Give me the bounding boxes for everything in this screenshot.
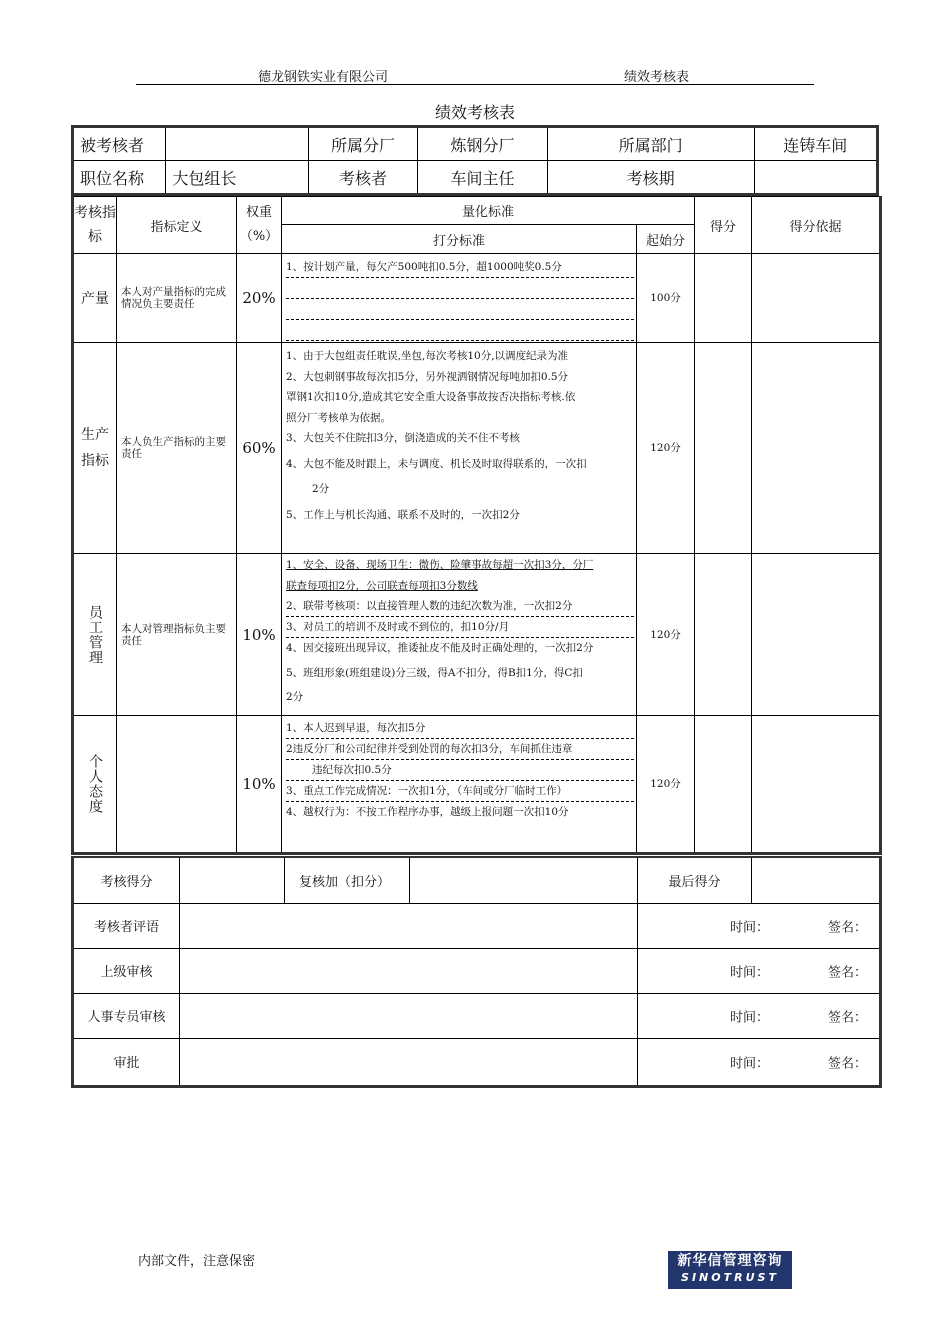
page-header — [136, 64, 814, 85]
review-value[interactable] — [410, 857, 638, 903]
assessor-value: 车间主任 — [418, 161, 547, 195]
factory-value: 炼钢分厂 — [418, 127, 547, 161]
signoff-label: 考核者评语 — [73, 903, 180, 948]
form-title: 绩效考核表 — [434, 103, 515, 122]
signoff-row — [73, 1038, 881, 1086]
scoring-standard: 1、由于大包组责任耽误,坐包,每次考核10分,以调度纪录为准 2、大包刺钢事故每次扣5分，另外视洒钢情况每吨加扣0.5分 罩钢1次扣10分,造成其它安全重大设备事故按否决指标考核.依 照分厂考核单为依据。 3、大包关不住院扣3分，倒浇造成的关不住不考核 4、大包不能及时跟上，未与调度、机长及时取得联系的，一次扣 2分 5、工作上与机长沟通、联系不及时的，一次扣2分 — [282, 343, 637, 554]
kpi-table — [71, 196, 882, 855]
scoring-standard: 1、按计划产量，每欠产500吨扣0.5分，超1000吨奖0.5分 — [282, 254, 637, 343]
signoff-row — [73, 993, 881, 1038]
signoff-row — [73, 948, 881, 993]
col-basis: 得分依据 — [752, 197, 881, 254]
signoff-comment[interactable] — [180, 1038, 638, 1086]
logo-cn: 新华信管理咨询 — [677, 1253, 783, 1269]
scoring-standard: 1、本人迟到早退，每次扣5分 2违反分厂和公司纪律并受到处罚的每次扣3分，车间抓住违章 违纪每次扣0.5分 3、重点工作完成情况：一次扣1分，（车间或分厂临时工作） 4、越权行为：不按工作程序办事，越级上报问题一次扣10分 — [282, 716, 637, 854]
confidential-note: 内部文件，注意保密 — [138, 1254, 256, 1269]
signoff-sign-area[interactable]: 时间： 签名： — [638, 993, 881, 1038]
score-label: 考核得分 — [73, 857, 180, 903]
indicator-definition: 本人对管理指标负主要责任 — [117, 554, 237, 716]
col-definition: 指标定义 — [117, 197, 237, 254]
base-score: 100分 — [637, 254, 695, 343]
signoff-label: 上级审核 — [73, 948, 180, 993]
col-score: 得分 — [695, 197, 752, 254]
indicator-definition: 本人负生产指标的主要责任 — [117, 343, 237, 554]
final-label: 最后得分 — [638, 857, 752, 903]
signoff-row — [73, 903, 881, 948]
indicator-definition — [117, 716, 237, 854]
header-company: 德龙钢铁实业有限公司 — [258, 70, 389, 85]
col-scoring: 打分标准 — [282, 225, 637, 254]
summary-table — [71, 856, 882, 1088]
final-value[interactable] — [752, 857, 881, 903]
info-table — [71, 125, 879, 196]
signoff-comment[interactable] — [180, 993, 638, 1038]
position-value: 大包组长 — [166, 161, 309, 195]
indicator-weight: 10% — [237, 554, 282, 716]
examinee-value[interactable] — [166, 127, 309, 161]
examinee-label: 被考核者 — [73, 127, 166, 161]
indicator-name: 个人态度 — [73, 716, 117, 854]
review-label: 复核加（扣分） — [285, 857, 410, 903]
assessor-label: 考核者 — [308, 161, 417, 195]
dept-label: 所属部门 — [547, 127, 754, 161]
period-value[interactable] — [754, 161, 878, 195]
indicator-name: 员工管理 — [73, 554, 117, 716]
indicator-weight: 10% — [237, 716, 282, 854]
signoff-label: 审批 — [73, 1038, 180, 1086]
basis-cell[interactable] — [752, 554, 881, 716]
base-score: 120分 — [637, 716, 695, 854]
table-row — [73, 254, 881, 343]
table-row — [73, 343, 881, 554]
table-row — [73, 716, 881, 854]
indicator-definition: 本人对产量指标的完成情况负主要责任 — [117, 254, 237, 343]
logo-en: SINOTRUST — [681, 1271, 779, 1284]
score-cell[interactable] — [695, 254, 752, 343]
score-cell[interactable] — [695, 343, 752, 554]
period-label: 考核期 — [547, 161, 754, 195]
indicator-name: 生产指标 — [73, 343, 117, 554]
company-logo — [668, 1251, 792, 1289]
signoff-sign-area[interactable]: 时间： 签名： — [638, 948, 881, 993]
dept-value: 连铸车间 — [754, 127, 878, 161]
base-score: 120分 — [637, 343, 695, 554]
indicator-weight: 20% — [237, 254, 282, 343]
basis-cell[interactable] — [752, 716, 881, 854]
score-cell[interactable] — [695, 554, 752, 716]
indicator-weight: 60% — [237, 343, 282, 554]
score-value[interactable] — [180, 857, 285, 903]
table-row — [73, 554, 881, 716]
score-cell[interactable] — [695, 716, 752, 854]
basis-cell[interactable] — [752, 254, 881, 343]
factory-label: 所属分厂 — [308, 127, 417, 161]
scoring-standard: 1、安全、设备、现场卫生：微伤、险肇事故每超一次扣3分，分厂 联查每项扣2分，公司联查每项扣3分数线 2、联带考核项：以直接管理人数的违纪次数为准，一次扣2分 3、对员工的培训不及时或不到位的，扣10分/月 4、因交接班出现异议，推诿扯皮不能及时正确处理的，一次扣2分 5、班组形象(班组建设)分三级，得A不扣分，得B扣1分，得C扣 2分 — [282, 554, 637, 716]
col-base: 起始分 — [637, 225, 695, 254]
position-label: 职位名称 — [73, 161, 166, 195]
signoff-comment[interactable] — [180, 948, 638, 993]
signoff-comment[interactable] — [180, 903, 638, 948]
col-quant: 量化标准 — [282, 197, 695, 225]
header-doc-title: 绩效考核表 — [624, 70, 690, 85]
base-score: 120分 — [637, 554, 695, 716]
signoff-label: 人事专员审核 — [73, 993, 180, 1038]
signoff-sign-area[interactable]: 时间： 签名： — [638, 903, 881, 948]
col-weight: 权重 （%） — [237, 197, 282, 254]
col-indicator: 考核指标 — [73, 197, 117, 254]
signoff-sign-area[interactable]: 时间： 签名： — [638, 1038, 881, 1086]
basis-cell[interactable] — [752, 343, 881, 554]
indicator-name: 产量 — [73, 254, 117, 343]
